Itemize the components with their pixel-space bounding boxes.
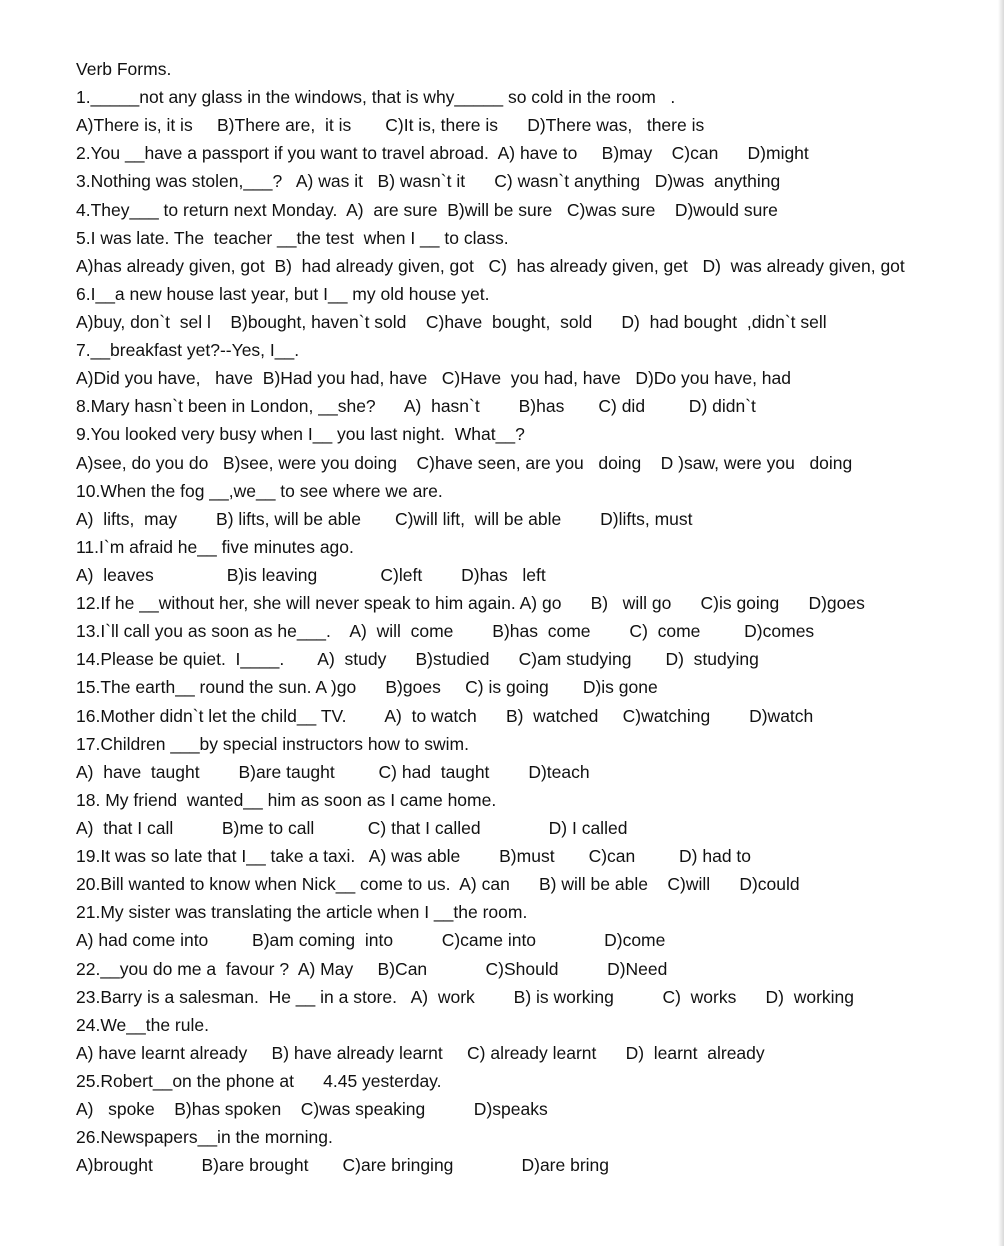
text-line: 18. My friend wanted__ him as soon as I came home. — [76, 789, 497, 810]
text-line: 9.You looked very busy when I__ you last night. What__? — [76, 424, 525, 445]
text-line: 5.I was late. The teacher __the test when I __ to class. — [76, 227, 509, 248]
text-line: 1._____not any glass in the windows, that is why_____ so cold in the room . — [76, 87, 676, 108]
text-line: A) have learnt already B) have already learnt C) already learnt D) learnt already — [76, 1042, 765, 1063]
text-line: 6.I__a new house last year, but I__ my old house yet. — [76, 283, 490, 304]
text-line: 11.I`m afraid he__ five minutes ago. — [76, 536, 354, 557]
text-line: A)see, do you do B)see, were you doing C)have seen, are you doing D )saw, were you doing — [76, 452, 853, 473]
text-line: 19.It was so late that I__ take a taxi. A) was able B)must C)can D) had to — [76, 846, 752, 867]
text-line: A)There is, it is B)There are, it is C)It is, there is D)There was, there is — [76, 115, 705, 136]
text-line: 7.__breakfast yet?--Yes, I__. — [76, 340, 300, 361]
text-line: A) that I call B)me to call C) that I called D) I called — [76, 817, 628, 838]
text-line: A)Did you have, have B)Had you had, have C)Have you had, have D)Do you have, had — [76, 368, 791, 389]
text-line: 3.Nothing was stolen,___? A) was it B) wasn`t it C) wasn`t anything D)was anything — [76, 171, 781, 192]
text-line: 25.Robert__on the phone at 4.45 yesterday. — [76, 1070, 442, 1091]
text-line: A)buy, don`t sel l B)bought, haven`t sold C)have bought, sold D) had bought ,didn`t sell — [76, 311, 827, 332]
text-line: 13.I`ll call you as soon as he___. A) will come B)has come C) come D)comes — [76, 621, 815, 642]
text-line: 2.You __have a passport if you want to travel abroad. A) have to B)may C)can D)might — [76, 143, 809, 164]
text-line: A) have taught B)are taught C) had taught D)teach — [76, 761, 590, 782]
text-line: 21.My sister was translating the article when I __the room. — [76, 902, 528, 923]
text-line: 10.When the fog __,we__ to see where we are. — [76, 480, 443, 501]
text-line: 15.The earth__ round the sun. A )go B)goes C) is going D)is gone — [76, 677, 658, 698]
text-line: A)brought B)are brought C)are bringing D)are bring — [76, 1155, 610, 1176]
text-line: A) spoke B)has spoken C)was speaking D)speaks — [76, 1099, 548, 1120]
text-line: 26.Newspapers__in the morning. — [76, 1127, 333, 1148]
text-line: A) had come into B)am coming into C)came into D)come — [76, 930, 666, 951]
text-line: 8.Mary hasn`t been in London, __she? A) hasn`t B)has C) did D) didn`t — [76, 396, 756, 417]
text-line: 22.__you do me a favour ? A) May B)Can C)Should D)Need — [76, 958, 668, 979]
text-line: A) lifts, may B) lifts, will be able C)will lift, will be able D)lifts, must — [76, 508, 693, 529]
text-line: 16.Mother didn`t let the child__ TV. A) to watch B) watched C)watching D)watch — [76, 705, 814, 726]
text-line: 14.Please be quiet. I____. A) study B)studied C)am studying D) studying — [76, 649, 759, 670]
worksheet-title: Verb Forms. — [76, 59, 172, 79]
text-line: 12.If he __without her, she will never speak to him again. A) go B) will go C)is going D)goes — [76, 593, 865, 614]
text-line: 17.Children ___by special instructors how to swim. — [76, 733, 469, 754]
text-line: 24.We__the rule. — [76, 1014, 209, 1035]
text-line: 20.Bill wanted to know when Nick__ come to us. A) can B) will be able C)will D)could — [76, 874, 800, 895]
text-line: 23.Barry is a salesman. He __ in a store. A) work B) is working C) works D) working — [76, 986, 855, 1007]
text-line: A)has already given, got B) had already given, got C) has already given, get D) was already given, got — [76, 255, 905, 276]
text-line: 4.They___ to return next Monday. A) are sure B)will be sure C)was sure D)would sure — [76, 199, 778, 220]
worksheet — [76, 55, 986, 1179]
text-line: A) leaves B)is leaving C)left D)has left — [76, 564, 546, 585]
page-edge-shadow — [998, 0, 1004, 1246]
